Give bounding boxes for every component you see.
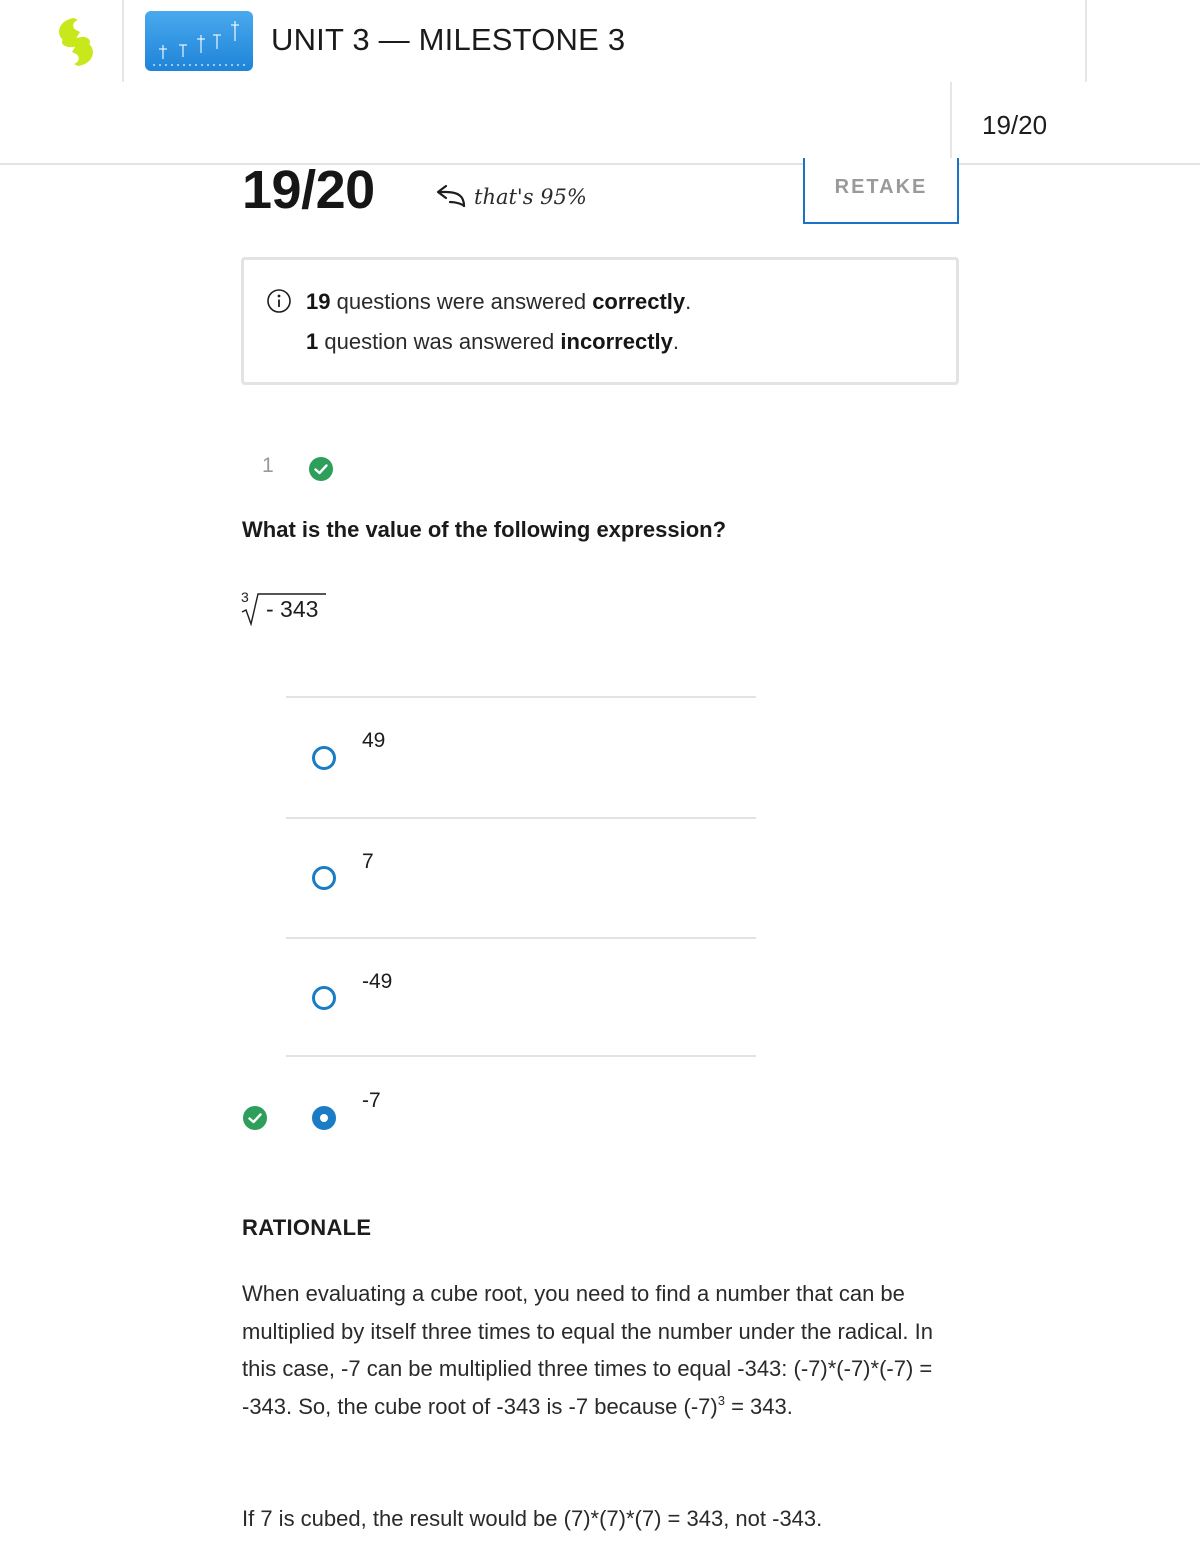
rationale-p1-text: When evaluating a cube root, you need to find a number that can be multiplied by itself three times to equal the number under the radical. In this case, -7 can be multiplied three times to equal -343: (-7)*(-7)*(-7) = -343. So, the cube root of -343 is -7 because (-7)	[242, 1281, 933, 1419]
sophia-logo-icon[interactable]	[52, 14, 100, 70]
incorrect-word: incorrectly	[560, 329, 673, 354]
incorrect-text: question was answered	[318, 329, 561, 354]
rationale-paragraph-2: If 7 is cubed, the result would be (7)*(7)*(7) = 343, not -343.	[242, 1506, 823, 1531]
option-label-4[interactable]: -7	[362, 1089, 381, 1112]
question-number: 1	[262, 454, 274, 477]
correct-end: .	[685, 289, 692, 314]
unit-title: UNIT 3 — MILESTONE 3	[271, 22, 626, 57]
summary-incorrect-line	[306, 329, 679, 355]
option-divider	[286, 1055, 756, 1057]
summary-correct-line	[306, 289, 691, 315]
correct-count: 19	[306, 289, 331, 314]
option-divider	[286, 696, 756, 698]
rationale-title: RATIONALE	[242, 1215, 372, 1240]
option-radio-4-selected[interactable]	[312, 1106, 336, 1130]
top-bar	[0, 0, 1200, 82]
info-icon	[266, 288, 292, 314]
correct-text: questions were answered	[330, 289, 593, 314]
rationale-p1-end: = 343.	[724, 1393, 793, 1419]
option-label-3[interactable]: -49	[362, 970, 393, 993]
band-bottom-border	[0, 163, 1200, 165]
question-prompt: What is the value of the following expression?	[242, 517, 727, 542]
header-divider	[1085, 0, 1087, 82]
correct-check-icon	[308, 456, 334, 482]
retake-button[interactable]	[803, 158, 959, 224]
radicand: - 343	[266, 596, 319, 622]
header-score: 19/20	[982, 110, 1048, 140]
option-radio-2[interactable]	[312, 866, 336, 890]
header-divider	[122, 0, 124, 82]
unit-thumbnail	[145, 11, 253, 71]
rationale-p1-exponent: 3	[717, 1392, 725, 1408]
option-radio-1[interactable]	[312, 746, 336, 770]
option-label-1[interactable]: 49	[362, 729, 386, 752]
percent-note: that's 95%	[474, 185, 587, 209]
results-summary-box	[241, 257, 959, 385]
correct-word: correctly	[592, 289, 686, 314]
option-label-2[interactable]: 7	[362, 850, 374, 873]
correct-answer-check-icon	[242, 1105, 268, 1131]
wind-turbines-icon	[145, 11, 253, 71]
rationale-paragraph-1	[242, 1275, 942, 1425]
curved-arrow-icon	[434, 184, 468, 210]
option-radio-3[interactable]	[312, 986, 336, 1010]
score-total: 19/20	[242, 160, 375, 220]
option-divider	[286, 937, 756, 939]
radical-index: 3	[241, 589, 249, 605]
incorrect-end: .	[672, 329, 680, 354]
band-divider	[950, 82, 952, 164]
retake-label: RETAKE	[834, 175, 928, 198]
incorrect-count: 1	[306, 329, 319, 354]
option-divider	[286, 817, 756, 819]
